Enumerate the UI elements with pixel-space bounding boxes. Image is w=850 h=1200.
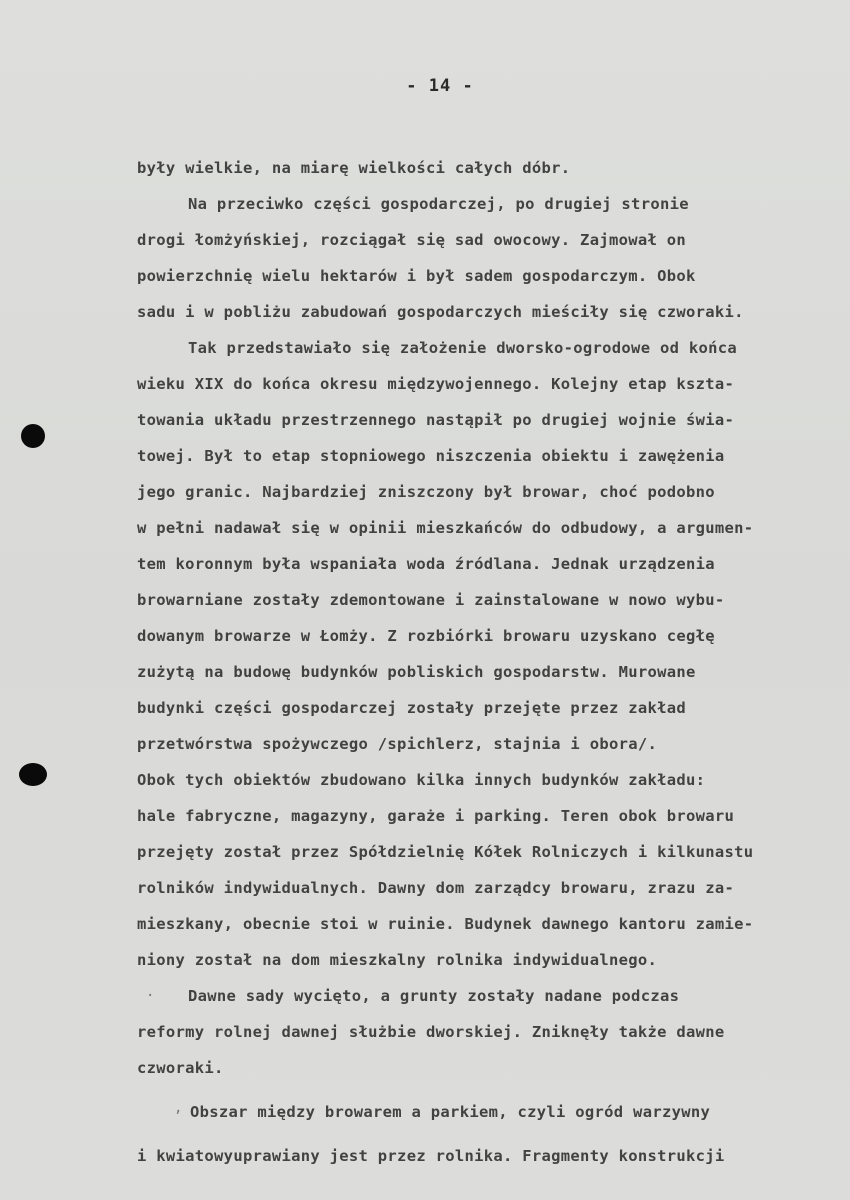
text-line: budynki części gospodarczej zostały przejęte przez zakład [137,699,687,717]
text-line: przejęty został przez Spółdzielnię Kółek Rolniczych i kilkunastu [137,843,754,861]
page-number: - 14 - [406,76,474,96]
text-line: wieku XIX do końca okresu międzywojennego. Kolejny etap kszta- [137,375,735,393]
text-line: Obok tych obiektów zbudowano kilka innych budynków zakładu: [137,771,706,789]
text-line: drogi łomżyńskiej, rozciągał się sad owocowy. Zajmował on [137,231,687,249]
text-line: Obszar między browarem a parkiem, czyli ogród warzywny [190,1103,711,1121]
text-line: mieszkany, obecnie stoi w ruinie. Budynek dawnego kantoru zamie- [137,915,754,933]
text-line: rolników indywidualnych. Dawny dom zarządcy browaru, zrazu za- [137,879,735,897]
text-line: były wielkie, na miarę wielkości całych dóbr. [137,159,571,177]
text-line: powierzchnię wielu hektarów i był sadem gospodarczym. Obok [137,267,696,285]
stray-mark: · [146,988,155,1004]
text-line: reformy rolnej dawnej służbie dworskiej. Zniknęły także dawne [137,1023,725,1041]
text-line: zużytą na budowę budynków pobliskich gospodarstw. Murowane [137,663,696,681]
text-line: towania układu przestrzennego nastąpił po drugiej wojnie świa- [137,411,735,429]
punch-hole-bottom [19,763,47,786]
text-line: browarniane zostały zdemontowane i zainstalowane w nowo wybu- [137,591,725,609]
text-line: sadu i w pobliżu zabudowań gospodarczych mieściły się czworaki. [137,303,744,321]
text-line: jego granic. Najbardziej zniszczony był browar, choć podobno [137,483,715,501]
text-line: Tak przedstawiało się założenie dworsko-ogrodowe od końca [188,339,738,357]
text-line: w pełni nadawał się w opinii mieszkańców do odbudowy, a argumen- [137,519,754,537]
punch-hole-top [21,424,45,448]
text-line: Na przeciwko części gospodarczej, po drugiej stronie [188,195,689,213]
text-line: towej. Był to etap stopniowego niszczenia obiektu i zawężenia [137,447,725,465]
text-line: dowanym browarze w Łomży. Z rozbiórki browaru uzyskano cegłę [137,627,715,645]
text-line: niony został na dom mieszkalny rolnika indywidualnego. [137,951,658,969]
text-line: tem koronnym była wspaniała woda źródlana. Jednak urządzenia [137,555,715,573]
text-line: czworaki. [137,1059,224,1077]
text-line: Dawne sady wycięto, a grunty zostały nadane podczas [188,987,680,1005]
text-line: przetwórstwa spożywczego /spichlerz, stajnia i obora/. [137,735,658,753]
text-line: i kwiatowyuprawiany jest przez rolnika. Fragmenty konstrukcji [137,1147,725,1165]
text-line: hale fabryczne, magazyny, garaże i parking. Teren obok browaru [137,807,735,825]
stray-mark: , [174,1100,183,1116]
